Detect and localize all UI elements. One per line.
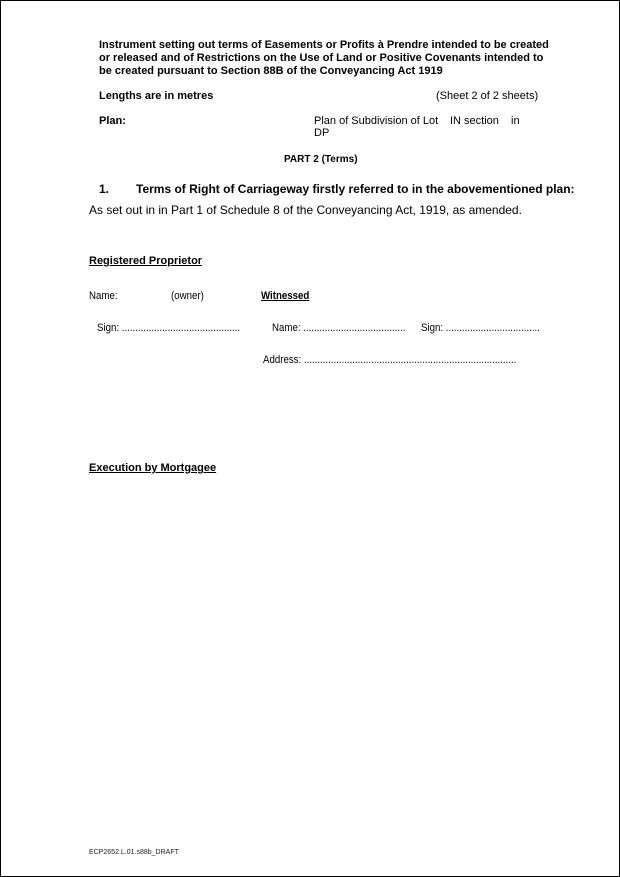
name-label: Name: (89, 290, 118, 302)
document-footer: ECP2652.L.01.s88b_DRAFT (89, 849, 179, 856)
plan-in-section: IN section (450, 115, 499, 127)
witnessed-label: Witnessed (261, 290, 310, 302)
registered-proprietor-title: Registered Proprietor (89, 255, 203, 267)
owner-label: (owner) (171, 290, 204, 302)
lengths-label: Lengths are in metres (99, 90, 214, 102)
instrument-heading: Instrument setting out terms of Easements or Profits à Prendre intended to be created or released and of Restrictions on the Use of Land or Positive Covenants intended to be created pursuant to Section 88B of the Conveyancing Act 1919 (99, 39, 549, 77)
plan-subdivision: Plan of Subdivision of Lot (314, 115, 439, 127)
witness-sign-line: Sign: ................................... (421, 322, 540, 334)
term-body: As set out in in Part 1 of Schedule 8 of the Conveyancing Act, 1919, as amended. (89, 203, 522, 217)
mortgagee-title: Execution by Mortgagee (89, 462, 217, 474)
plan-in: in (511, 115, 520, 127)
part-title: PART 2 (Terms) (284, 154, 358, 165)
term-number: 1. (99, 182, 110, 196)
sheet-label: (Sheet 2 of 2 sheets) (436, 90, 539, 102)
witness-address-line: Address: ............................................................................... (263, 354, 517, 366)
term-title: Terms of Right of Carriageway firstly referred to in the abovementioned plan: (136, 182, 575, 196)
plan-dp: DP (314, 127, 330, 139)
plan-label: Plan: (99, 115, 126, 127)
witness-name-line: Name: ...................................... (272, 322, 406, 334)
owner-sign-line: Sign: ............................................ (97, 322, 241, 334)
